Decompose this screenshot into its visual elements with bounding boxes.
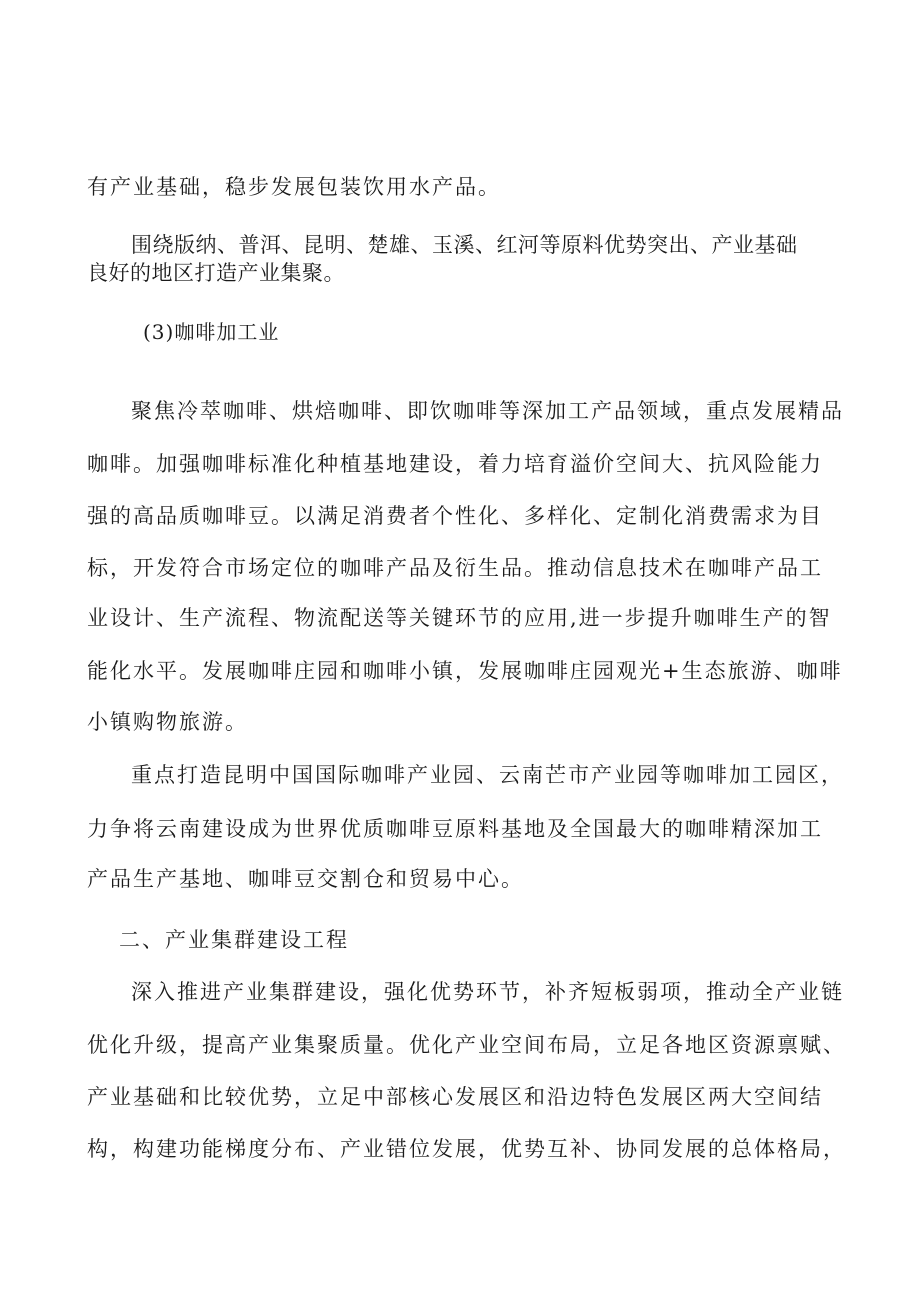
paragraph-line: 咖啡。加强咖啡标准化种植基地建设，着力培育溢价空间大、抗风险能力 bbox=[87, 452, 823, 476]
paragraph-line: 围绕版纳、普洱、昆明、楚雄、玉溪、红河等原料优势突出、产业基础 bbox=[131, 233, 798, 257]
paragraph-line: 产业基础和比较优势，立足中部核心发展区和沿边特色发展区两大空间结 bbox=[87, 1085, 823, 1109]
paragraph-line: 有产业基础，稳步发展包装饮用水产品。 bbox=[87, 175, 501, 199]
paragraph-line: 标，开发符合市场定位的咖啡产品及衍生品。推动信息技术在咖啡产品工 bbox=[87, 556, 823, 580]
paragraph-line: 良好的地区打造产业集聚。 bbox=[87, 261, 345, 285]
paragraph-line: 聚焦冷萃咖啡、烘焙咖啡、即饮咖啡等深加工产品领域，重点发展精品 bbox=[131, 399, 844, 423]
paragraph-line: 强的高品质咖啡豆。以满足消费者个性化、多样化、定制化消费需求为目 bbox=[87, 504, 823, 528]
paragraph-line: 优化升级，提高产业集聚质量。优化产业空间布局，立足各地区资源禀赋、 bbox=[87, 1033, 846, 1057]
paragraph-line: 力争将云南建设成为世界优质咖啡豆原料基地及全国最大的咖啡精深加工 bbox=[87, 817, 823, 841]
paragraph-line: 产品生产基地、咖啡豆交割仓和贸易中心。 bbox=[87, 867, 524, 891]
subsection-heading: (3)咖啡加工业 bbox=[143, 320, 280, 344]
paragraph-line: 能化水平。发展咖啡庄园和咖啡小镇，发展咖啡庄园观光+生态旅游、咖啡 bbox=[87, 659, 843, 683]
section-heading: 二、产业集群建设工程 bbox=[119, 928, 349, 952]
paragraph-line: 业设计、生产流程、物流配送等关键环节的应用,进一步提升咖啡生产的智 bbox=[87, 606, 832, 630]
paragraph-line: 小镇购物旅游。 bbox=[87, 710, 248, 734]
paragraph-line: 构，构建功能梯度分布、产业错位发展，优势互补、协同发展的总体格局， bbox=[87, 1137, 846, 1161]
paragraph-line: 重点打造昆明中国国际咖啡产业园、云南芒市产业园等咖啡加工园区， bbox=[131, 763, 844, 787]
paragraph-line: 深入推进产业集群建设，强化优势环节，补齐短板弱项，推动全产业链 bbox=[131, 980, 844, 1004]
